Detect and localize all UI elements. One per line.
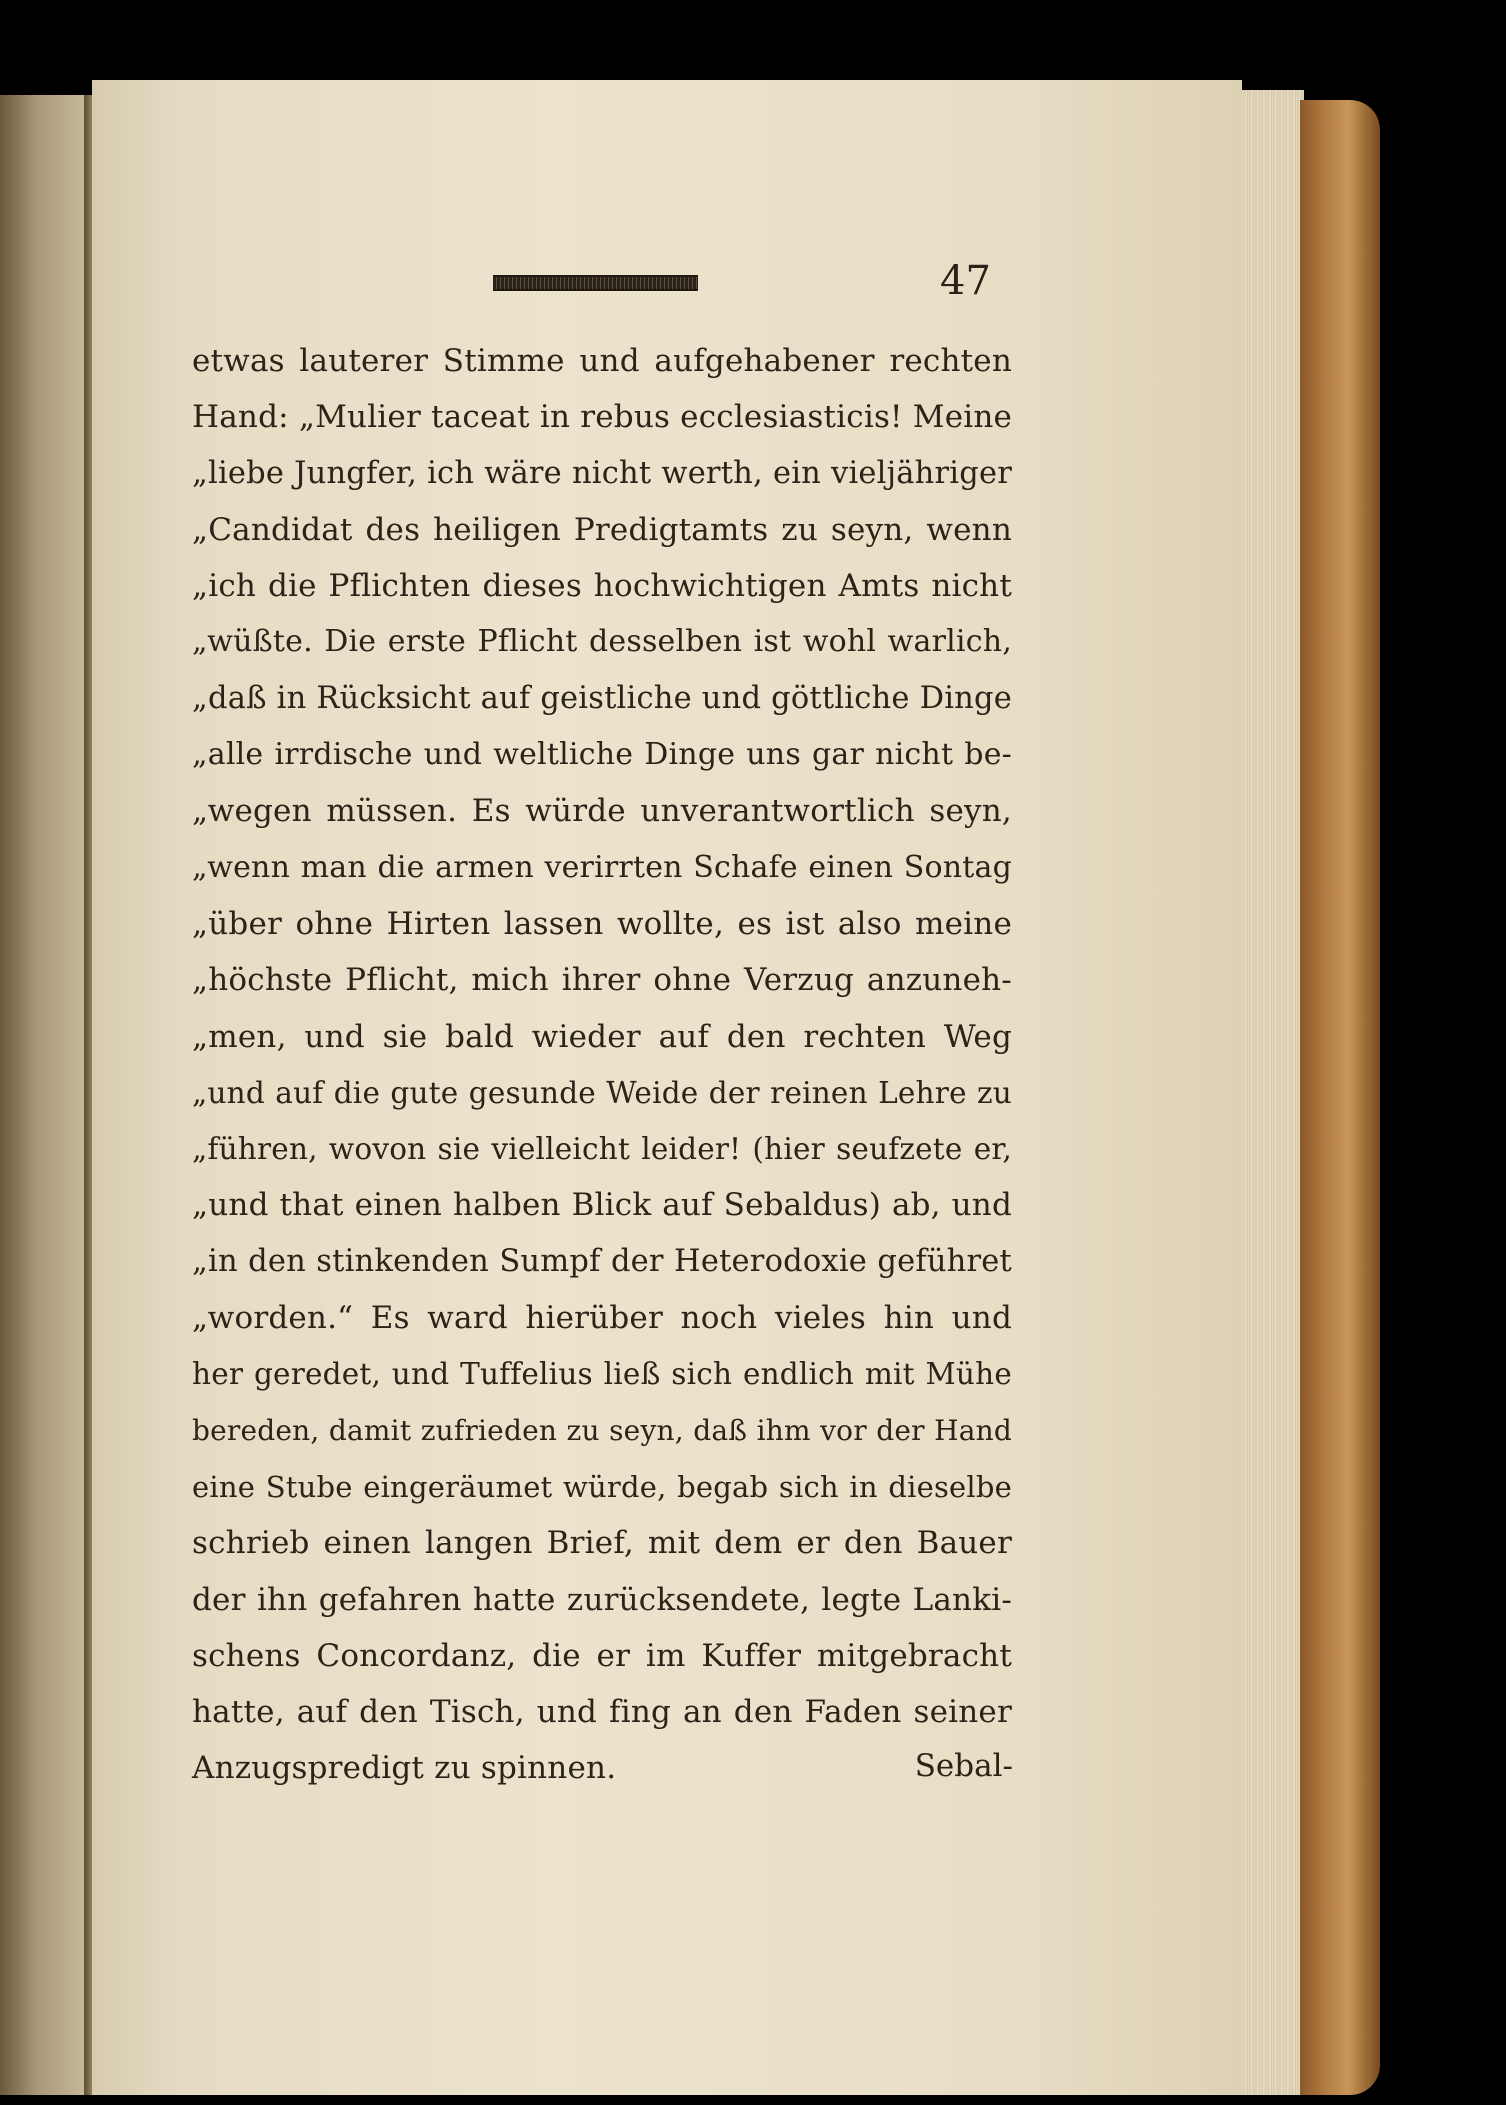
text-line: „daß in Rücksicht auf geistliche und göttliche Dinge — [192, 680, 1012, 716]
text-line: „alle irrdische und weltliche Dinge uns gar nicht be- — [192, 737, 1012, 773]
left-page-edge — [0, 95, 92, 2095]
text-line: „men, und sie bald wieder auf den rechten Weg — [192, 1018, 1012, 1055]
text-line: her geredet, und Tuffelius ließ sich endlich mit Mühe — [192, 1357, 1012, 1392]
body-text — [192, 333, 1012, 1797]
text-line: „wenn man die armen verirrten Schafe einen Sontag — [192, 849, 1012, 885]
text-line: „und that einen halben Blick auf Sebaldus) ab, und — [192, 1187, 1012, 1224]
text-line: schrieb einen langen Brief, mit dem er den Bauer — [192, 1525, 1012, 1562]
text-line: „liebe Jungfer, ich wäre nicht werth, ein vieljähriger — [192, 455, 1012, 491]
page-number: 47 — [940, 258, 991, 304]
text-line: schens Concordanz, die er im Kuffer mitgebracht — [192, 1637, 1012, 1674]
catchword: Sebal- — [914, 1748, 1013, 1784]
header-ornament-rule — [493, 275, 698, 291]
text-line: „und auf die gute gesunde Weide der reinen Lehre zu — [192, 1075, 1012, 1110]
page-fore-edge — [1242, 90, 1304, 2095]
text-line: Hand: „Mulier taceat in rebus ecclesiasticis! Meine — [192, 399, 1013, 436]
text-line: „führen, wovon sie vielleicht leider! (hier seufzete er, — [192, 1132, 1012, 1167]
text-line: „über ohne Hirten lassen wollte, es ist also meine — [192, 905, 1012, 942]
text-line: „ich die Pflichten dieses hochwichtigen Amts nicht — [192, 568, 1012, 605]
text-line: der ihn gefahren hatte zurücksendete, legte Lanki- — [192, 1581, 1012, 1618]
text-line: „wegen müssen. Es würde unverantwortlich seyn, — [192, 793, 1012, 830]
text-line: hatte, auf den Tisch, und fing an den Faden seiner — [192, 1694, 1012, 1731]
text-line: „wüßte. Die erste Pflicht desselben ist wohl warlich, — [192, 624, 1012, 660]
text-line: eine Stube eingeräumet würde, begab sich in dieselbe — [192, 1469, 1012, 1504]
text-line: „in den stinkenden Sumpf der Heterodoxie geführet — [192, 1243, 1012, 1279]
text-line: „Candidat des heiligen Predigtamts zu seyn, wenn — [192, 511, 1012, 548]
text-line: „worden.“ Es ward hierüber noch vieles hin und — [192, 1300, 1012, 1337]
text-line: bereden, damit zufrieden zu seyn, daß ihm vor der Hand — [192, 1413, 1012, 1447]
book-cover-edge — [1300, 100, 1380, 2095]
text-line: Anzugspredigt zu spinnen. — [192, 1750, 617, 1787]
text-line: „höchste Pflicht, mich ihrer ohne Verzug anzuneh- — [192, 962, 1012, 999]
background-shadow — [1380, 100, 1506, 2105]
text-line: etwas lauterer Stimme und aufgehabener rechten — [192, 343, 1012, 379]
